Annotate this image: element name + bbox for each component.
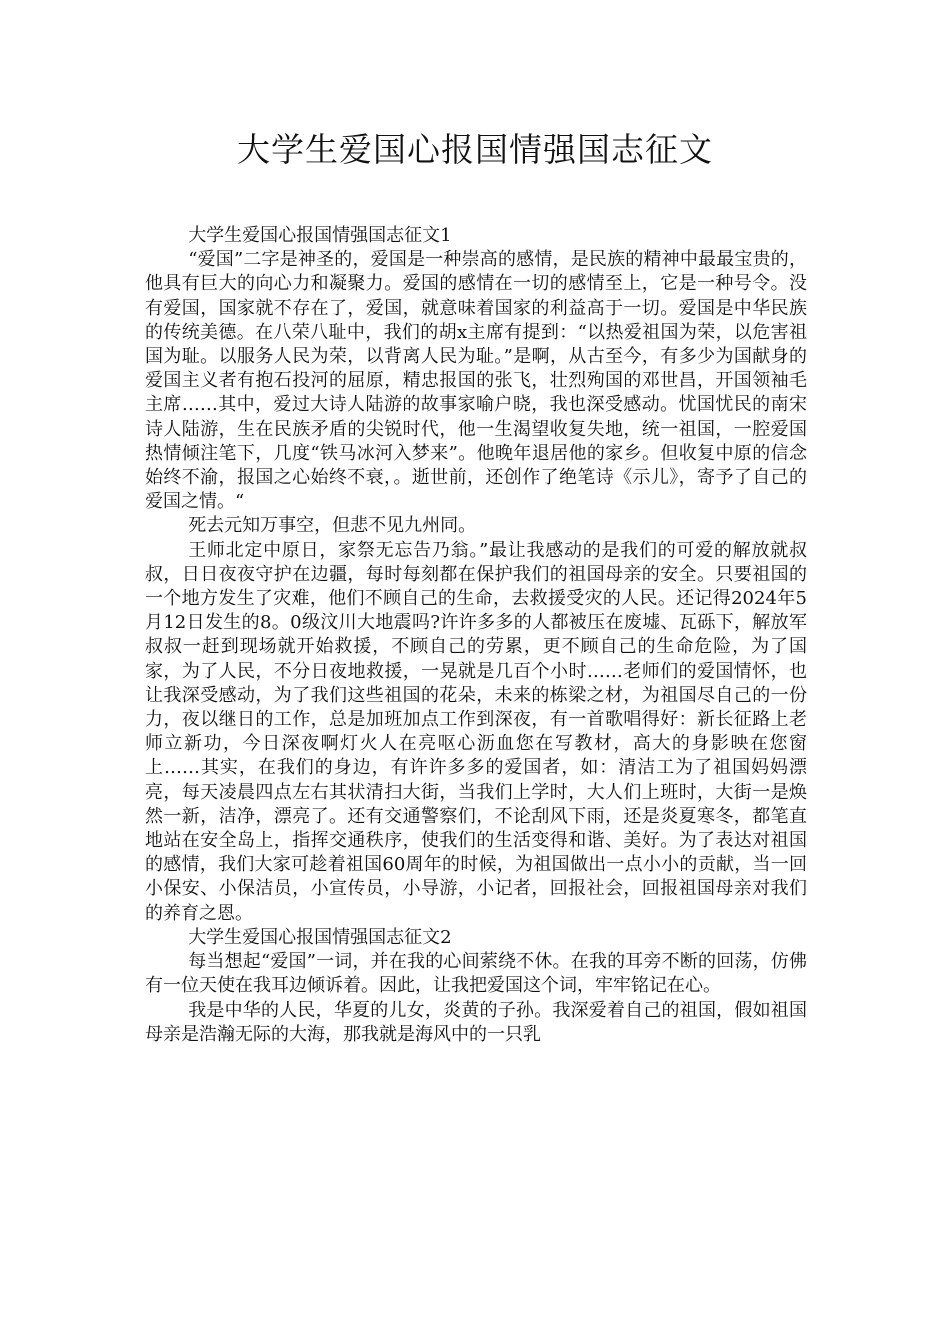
paragraph: 我是中华的人民，华夏的儿女，炎黄的子孙。我深爱着自己的祖国，假如祖国母亲是浩瀚无际的大海，那我就是海风中的一只乳 — [145, 999, 807, 1045]
paragraph: “爱国”二字是神圣的，爱国是一种崇高的感情，是民族的精神中最最宝贵的，他具有巨大的向心力和凝聚力。爱国的感情在一切的感情至上，它是一种号令。没有爱国，国家就不存在了，爱国，就意味着国家的利益高于一切。爱国是中华民族的传统美德。在八荣八耻中，我们的胡x主席有提到：“以热爱祖国为荣，以危害祖国为耻。以服务人民为荣，以背离人民为耻。”是啊，从古至今，有多少为国献身的爱国主义者有抱石投河的屈原，精忠报国的张飞，壮烈殉国的邓世昌，开国领袖毛主席……其中，爱过大诗人陆游的故事家喻户晓，我也深受感动。忧国忧民的南宋诗人陆游，生在民族矛盾的尖锐时代，他一生渴望收复失地，统一祖国，一腔爱国热情倾注笔下，几度“铁马冰河入梦来”。他晚年退居他的家乡。但收复中原的信念始终不渝，报国之心始终不衰，。逝世前，还创作了绝笔诗《示儿》，寄予了自己的爱国之情。“ — [145, 249, 807, 513]
paragraph: 王师北定中原日，家祭无忘告乃翁。”最让我感动的是我们的可爱的解放就叔叔，日日夜夜守护在边疆，每时每刻都在保护我们的祖国母亲的安全。只要祖国的一个地方发生了灾难，他们不顾自己的生命，去救援受灾的人民。还记得2024年5月12日发生的8。0级汶川大地震吗?许许多多的人都被压在废墟、瓦砾下，解放军叔叔一赶到现场就开始救援，不顾自己的劳累，更不顾自己的生命危险，为了国家，为了人民，不分日夜地救援，一晃就是几百个小时……老师们的爱国情怀，也让我深受感动，为了我们这些祖国的花朵，未来的栋梁之材，为祖国尽自己的一份力，夜以继日的工作，总是加班加点工作到深夜，有一首歌唱得好：新长征路上老师立新功，今日深夜啊灯火人在亮呕心沥血您在写教材，高大的身影映在您窗上……其实，在我们的身边，有许许多多的爱国者，如：清洁工为了祖国妈妈漂亮，每天凌晨四点左右其状清扫大街，当我们上学时，大人们上班时，大街一是焕然一新，洁净，漂亮了。还有交通警察们，不论刮风下雨，还是炎夏寒冬，都笔直地站在安全岛上，指挥交通秩序，使我们的生活变得和谐、美好。为了表达对祖国的感情，我们大家可趁着祖国60周年的时候，为祖国做出一点小小的贡献，当一回小保安、小保洁员，小宣传员，小导游，小记者，回报社会，回报祖国母亲对我们的养育之恩。 — [145, 539, 807, 924]
paragraph: 死去元知万事空，但悲不见九州同。 — [188, 515, 477, 537]
section-heading-1: 大学生爱国心报国情强国志征文1 — [188, 225, 452, 246]
section-heading-2: 大学生爱国心报国情强国志征文2 — [188, 926, 452, 948]
document-body — [145, 224, 807, 1047]
page-title: 大学生爱国心报国情强国志征文 — [237, 130, 713, 169]
paragraph: 每当想起“爱国”一词，并在我的心间萦绕不休。在我的耳旁不断的回荡，仿佛有一位天使在我耳边倾诉着。因此，让我把爱国这个词，牢牢铭记在心。 — [145, 951, 807, 997]
